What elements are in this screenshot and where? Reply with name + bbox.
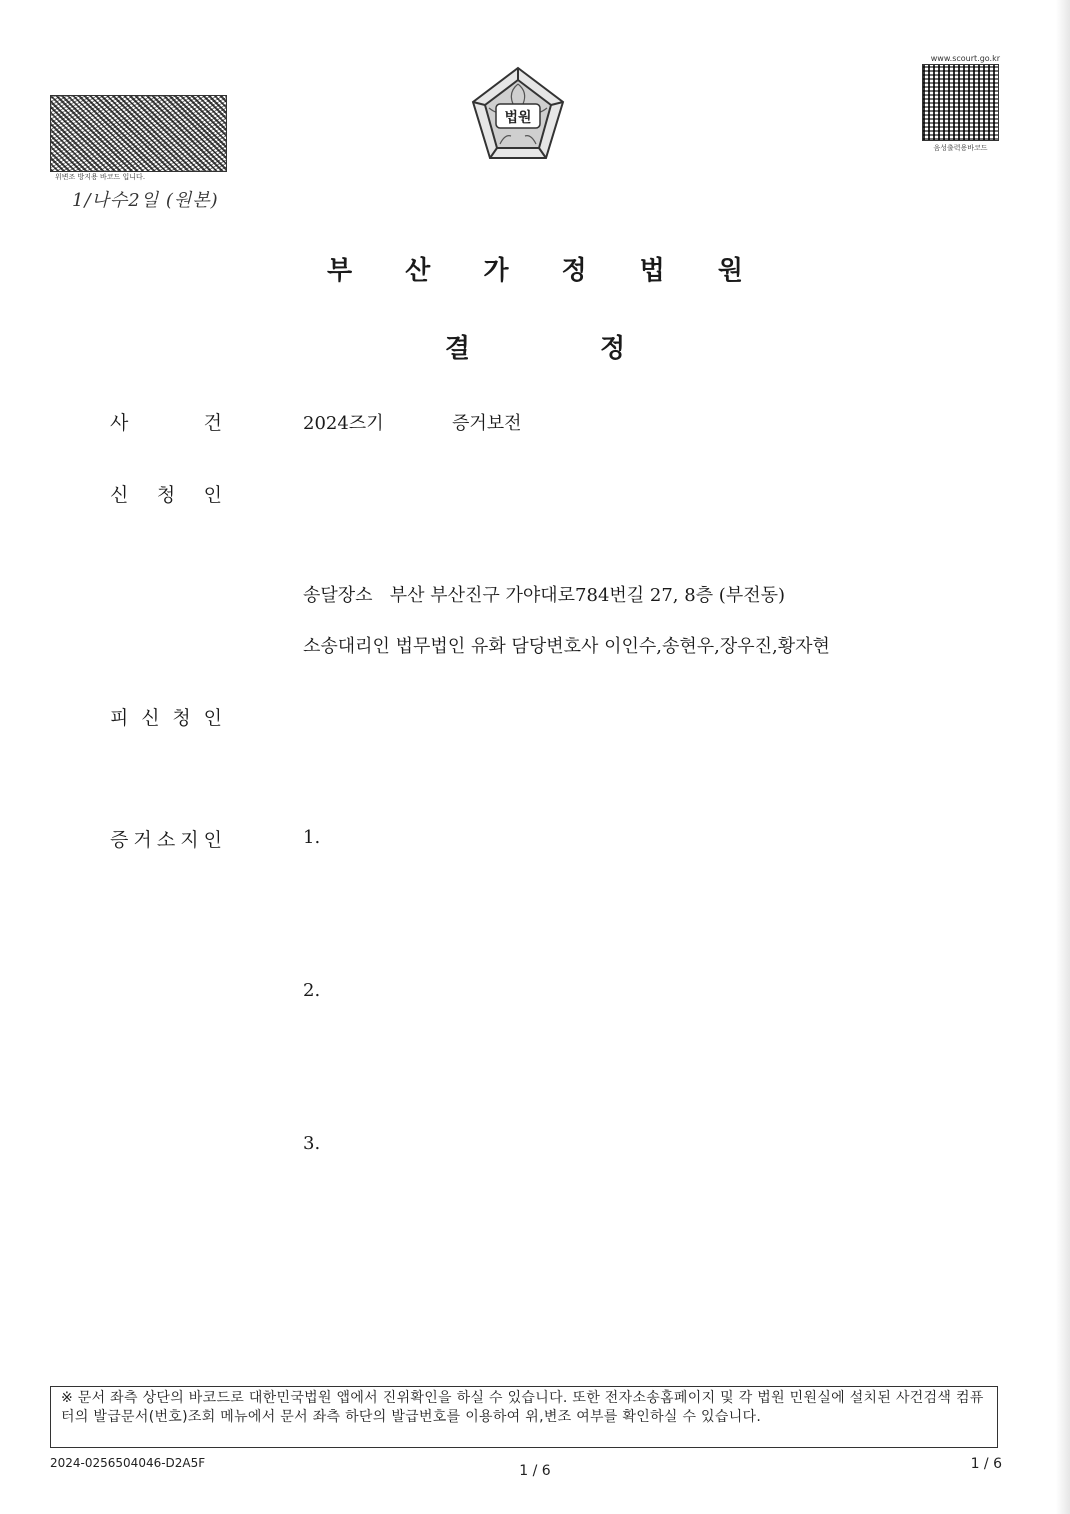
applicant-label [110, 480, 222, 507]
verification-notice: ※ 문서 좌측 상단의 바코드로 대한민국법원 앱에서 진위확인을 하실 수 있습니다. 또한 전자소송홈페이지 및 각 법원 민원실에 설치된 사건검색 컴퓨터의 발급문서(번호)조회 메뉴에서 문서 좌측 하단의 발급번호를 이용하여 위,변조 여부를 확인하실 수 있습니다. [50, 1386, 998, 1448]
respondent-label-char: 청 [172, 707, 191, 729]
barcode-left-caption: 위변조 방지용 바코드 입니다. [55, 173, 146, 181]
audio-output-barcode [922, 64, 999, 141]
case-number: 2024즈기 [303, 413, 384, 434]
respondent-label-char: 신 [141, 707, 160, 729]
evidence-holder-item-3: 3. [303, 1133, 321, 1154]
evidence-holder-label-char: 지 [180, 829, 199, 851]
handwritten-note: 1/나수2일 (원본) [72, 190, 219, 211]
case-name: 증거보전 [452, 413, 522, 434]
document-type-char-2: 정 [600, 334, 626, 364]
document-type-char-1: 결 [444, 334, 470, 364]
applicant-label-char: 청 [156, 484, 176, 506]
scourt-url: www.scourt.go.kr [930, 54, 1000, 63]
respondent-label-char: 피 [110, 707, 129, 729]
evidence-holder-item-2: 2. [303, 980, 321, 1001]
case-label-char: 사 [110, 412, 129, 434]
document-type [0, 328, 1070, 365]
respondent-label-char: 인 [203, 707, 222, 729]
evidence-holder-label-char: 증 [110, 829, 129, 851]
emblem-label: 법원 [504, 110, 532, 126]
barcode-right-caption: 음성출력용바코드 [933, 144, 988, 152]
issue-number: 2024-0256504046-D2A5F [50, 1456, 206, 1470]
applicant-label-char: 신 [110, 484, 129, 506]
page-edge-shadow [1056, 0, 1070, 1514]
legal-counsel: 소송대리인 법무법인 유화 담당변호사 이인수,송현우,장우진,황자현 [303, 636, 830, 657]
evidence-holder-label-char: 소 [156, 829, 176, 851]
evidence-holder-label-char: 거 [133, 829, 152, 851]
respondent-label [110, 703, 222, 730]
page-number-center: 1 / 6 [519, 1463, 551, 1479]
evidence-holder-label [110, 825, 222, 852]
evidence-holder-label-char: 인 [203, 829, 222, 851]
case-label [110, 408, 222, 435]
page-number-right: 1 / 6 [970, 1456, 1002, 1472]
court-emblem-icon [463, 62, 573, 172]
evidence-holder-item-1: 1. [303, 827, 321, 848]
anti-forgery-barcode [50, 95, 227, 172]
applicant-label-char: 인 [203, 484, 222, 506]
case-label-char: 건 [203, 412, 222, 434]
court-name: 부 산 가 정 법 원 [327, 256, 765, 286]
service-address: 송달장소 부산 부산진구 가야대로784번길 27, 8층 (부전동) [303, 585, 786, 606]
